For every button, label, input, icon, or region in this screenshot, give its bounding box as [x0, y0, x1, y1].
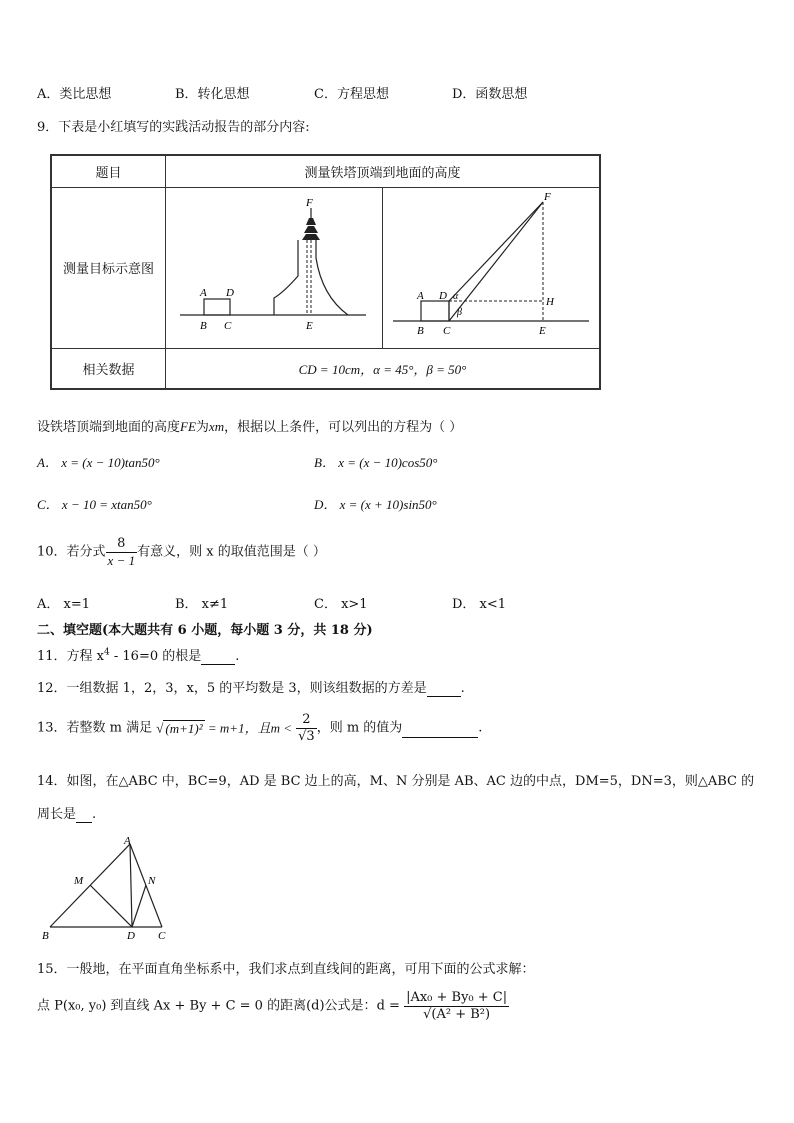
- q13-eq: = m+1，且: [204, 720, 271, 736]
- q12-answer-blank: [427, 681, 461, 697]
- q13: 13．若整数 m 满足 √ (m+1)² = m+1，且m < $\frac{2}{√3}$ ，则 m 的值为 .: [37, 712, 483, 744]
- q12-end: .: [460, 681, 465, 696]
- q13-pre: 13．若整数 m 满足: [37, 720, 153, 736]
- q9-question-unit: xm: [208, 419, 225, 434]
- q14-line1: 14．如图，在△ABC 中，BC=9，AD 是 BC 边上的高，M、N 分别是 AB、AC 边的中点，DM=5，DN=3，则△ABC 的: [37, 774, 755, 789]
- q12-text: 12．一组数据 1，2，3，x，5 的平均数是 3，则该组数据的方差是: [37, 681, 427, 696]
- tri-label-m: M: [74, 875, 84, 887]
- q15-formula-pre: 点 P(x₀, y₀) 到直线 Ax + By + C = 0 的距离(d)公式是：: [37, 998, 377, 1014]
- q10-stem: [37, 536, 326, 569]
- q14-end: .: [92, 807, 97, 822]
- fig2-label-b: B: [417, 324, 424, 337]
- q10-denominator: x − 1: [107, 553, 136, 568]
- q8-option-a: A．类比思想: [37, 87, 112, 102]
- tri-label-d: D: [127, 930, 135, 942]
- fig1-label-b: B: [200, 319, 207, 332]
- tower-diagram-1: [166, 188, 382, 344]
- q11: [37, 645, 239, 665]
- q9-question-pre: 设铁塔顶端到地面的高度: [37, 420, 181, 435]
- q11-pre: 11．方程 x: [37, 649, 105, 664]
- tri-label-b: B: [42, 930, 49, 942]
- q9-question-mid: 为: [195, 420, 209, 435]
- report-table: [50, 154, 601, 390]
- q15-formula: [37, 990, 509, 1023]
- q10-option-d: D． x<1: [452, 597, 507, 612]
- fig2-label-h: H: [546, 295, 554, 308]
- q15-formula-den: √(A² + B²): [423, 1007, 491, 1022]
- q8-option-c: C．方程思想: [314, 87, 389, 102]
- q11-answer-blank: [201, 649, 235, 665]
- tower-diagram-2: [383, 188, 599, 344]
- q11-exponent: 4: [104, 647, 110, 658]
- q13-answer-blank: [402, 719, 478, 738]
- q9-option-c: C． x − 10 = xtan50°: [37, 497, 152, 512]
- diagram-cell-2: [383, 187, 601, 348]
- q15-formula-d: d =: [376, 998, 400, 1014]
- fig1-label-a: A: [200, 286, 207, 299]
- section-heading: 二、填空题(本大题共有 6 小题，每小题 3 分，共 18 分): [37, 623, 373, 638]
- q15-fraction: [404, 990, 509, 1023]
- q13-frac-num: 2: [296, 712, 317, 729]
- q9-stem: 9．下表是小红填写的实践活动报告的部分内容:: [37, 120, 310, 135]
- fig2-label-a: A: [417, 289, 424, 302]
- q13-frac-den: √3: [298, 729, 315, 744]
- q9-question-post: ，根据以上条件，可以列出的方程为（ ）: [224, 420, 463, 435]
- fig2-label-beta: β: [457, 306, 462, 318]
- tri-label-c: C: [158, 930, 166, 942]
- q10-post: 有意义，则 x 的取值范围是（ ）: [137, 544, 326, 560]
- q9-question-var: FE: [180, 419, 196, 434]
- q10-option-b: B． x≠1: [175, 597, 229, 612]
- q15-line1: 15．一般地，在平面直角坐标系中，我们求点到直线间的距离，可用下面的公式求解：: [37, 962, 535, 977]
- fig2-label-c: C: [443, 324, 451, 337]
- table-data-value: CD = 10cm，α = 45°，β = 50°: [166, 348, 601, 389]
- fig1-label-c: C: [224, 319, 232, 332]
- tri-label-a: A: [124, 835, 131, 847]
- q14-answer-blank: [76, 807, 92, 823]
- q10-pre: 10．若分式: [37, 544, 106, 560]
- q10-option-a: A． x=1: [37, 597, 91, 612]
- table-diagram-label: 测量目标示意图: [51, 187, 166, 348]
- q9-option-a: A． x = (x − 10)tan50°: [37, 455, 160, 470]
- fig2-label-f: F: [544, 190, 551, 203]
- fig2-label-alpha: α: [453, 290, 459, 302]
- table-data-label: 相关数据: [51, 348, 166, 389]
- q9-option-d: D． x = (x + 10)sin50°: [314, 497, 437, 512]
- q15-formula-num: |Ax₀ + By₀ + C|: [406, 990, 508, 1005]
- q11-end: .: [235, 649, 240, 664]
- q13-post: ，则 m 的值为: [316, 720, 403, 736]
- q9-option-b: B． x = (x − 10)cos50°: [314, 455, 438, 470]
- q8-option-b: B．转化思想: [175, 87, 250, 102]
- q10-option-c: C． x>1: [314, 597, 368, 612]
- table-header-label: 题目: [51, 155, 166, 187]
- diagram-cell-1: [166, 187, 383, 348]
- q14-line2-text: 周长是: [37, 807, 77, 822]
- fig2-label-e: E: [539, 324, 546, 337]
- q14-line2: [37, 803, 96, 823]
- q10-numerator: 8: [106, 536, 138, 553]
- fig1-label-f: F: [306, 196, 313, 209]
- fig1-label-d: D: [226, 286, 234, 299]
- q13-end: .: [478, 720, 483, 736]
- q13-fraction: [296, 712, 317, 745]
- q12: [37, 677, 465, 697]
- fig1-label-e: E: [306, 319, 313, 332]
- tri-label-n: N: [148, 875, 156, 887]
- q8-option-d: D．函数思想: [452, 87, 528, 102]
- q10-fraction: [106, 536, 138, 569]
- triangle-figure: [38, 832, 178, 944]
- q13-ineq: m <: [270, 720, 292, 736]
- q9-question: [37, 416, 462, 435]
- fig2-label-d: D: [439, 289, 447, 302]
- table-header-value: 测量铁塔顶端到地面的高度: [166, 155, 601, 187]
- q11-post: - 16=0 的根是: [109, 649, 202, 664]
- q13-radicand: (m+1)²: [165, 720, 203, 736]
